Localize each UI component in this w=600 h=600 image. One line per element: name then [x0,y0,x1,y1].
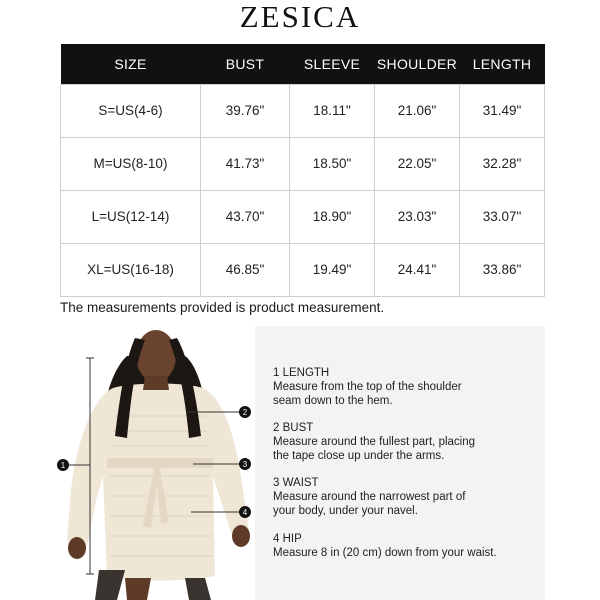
cell-length: 31.49" [460,84,545,137]
cell-length: 32.28" [460,137,545,190]
cell-size: L=US(12-14) [61,190,201,243]
guide-title: 2 BUST [273,422,314,434]
cell-length: 33.86" [460,243,545,296]
model-photo [55,326,255,600]
guide-title: 1 LENGTH [273,367,330,379]
marker-3 [239,458,251,470]
guide-title: 3 WAIST [273,477,319,489]
header-size: SIZE [61,44,201,84]
marker-2-label: 2 [242,408,248,417]
guide-desc: Measure around the narrowest part of [273,491,466,503]
guide-desc: Measure from the top of the shoulder [273,381,462,393]
table-header-row [61,44,545,84]
cell-size: S=US(4-6) [61,84,201,137]
cell-sleeve: 18.50" [290,137,375,190]
measurement-note: The measurements provided is product measurement. [60,300,385,315]
cell-sleeve: 19.49" [290,243,375,296]
guide-desc: Measure around the fullest part, placing [273,436,476,448]
neck-shape [143,376,169,390]
measurement-guide-panel [255,326,545,600]
header-length: LENGTH [460,44,545,84]
guide-desc: your body, under your navel. [273,505,418,517]
cell-sleeve: 18.11" [290,84,375,137]
cell-size: M=US(8-10) [61,137,201,190]
guide-item-waist [273,476,538,518]
header-shoulder: SHOULDER [375,44,460,84]
guide-item-bust [273,421,538,463]
table-row [61,243,545,296]
marker-2 [239,406,251,418]
cell-shoulder: 21.06" [375,84,460,137]
brand-logo: ZESICA [239,0,361,34]
leg-shape [125,578,151,600]
guide-item-hip [273,532,538,560]
guide-desc: seam down to the hem. [273,395,393,407]
guide-title: 4 HIP [273,533,302,545]
header-bust: BUST [201,44,290,84]
face-shape [136,330,176,382]
table-row [61,190,545,243]
cell-shoulder: 22.05" [375,137,460,190]
guide-desc: Measure 8 in (20 cm) down from your waist. [273,547,497,559]
header-sleeve: SLEEVE [290,44,375,84]
guide-desc: the tape close up under the arms. [273,450,445,462]
marker-1 [57,459,69,471]
cell-bust: 43.70" [201,190,290,243]
model-illustration [55,326,255,600]
cell-bust: 39.76" [201,84,290,137]
cell-size: XL=US(16-18) [61,243,201,296]
cell-shoulder: 24.41" [375,243,460,296]
cell-sleeve: 18.90" [290,190,375,243]
table-row [61,137,545,190]
cell-shoulder: 23.03" [375,190,460,243]
belt-shape [107,458,213,468]
boot-shape [95,570,125,600]
cell-length: 33.07" [460,190,545,243]
marker-1-label: 1 [60,461,66,470]
table-row [61,84,545,137]
size-chart-table [60,44,545,297]
guide-item-length [273,366,538,408]
marker-4 [239,506,251,518]
marker-3-label: 3 [242,460,248,469]
cell-bust: 41.73" [201,137,290,190]
marker-4-label: 4 [242,508,248,517]
cell-bust: 46.85" [201,243,290,296]
